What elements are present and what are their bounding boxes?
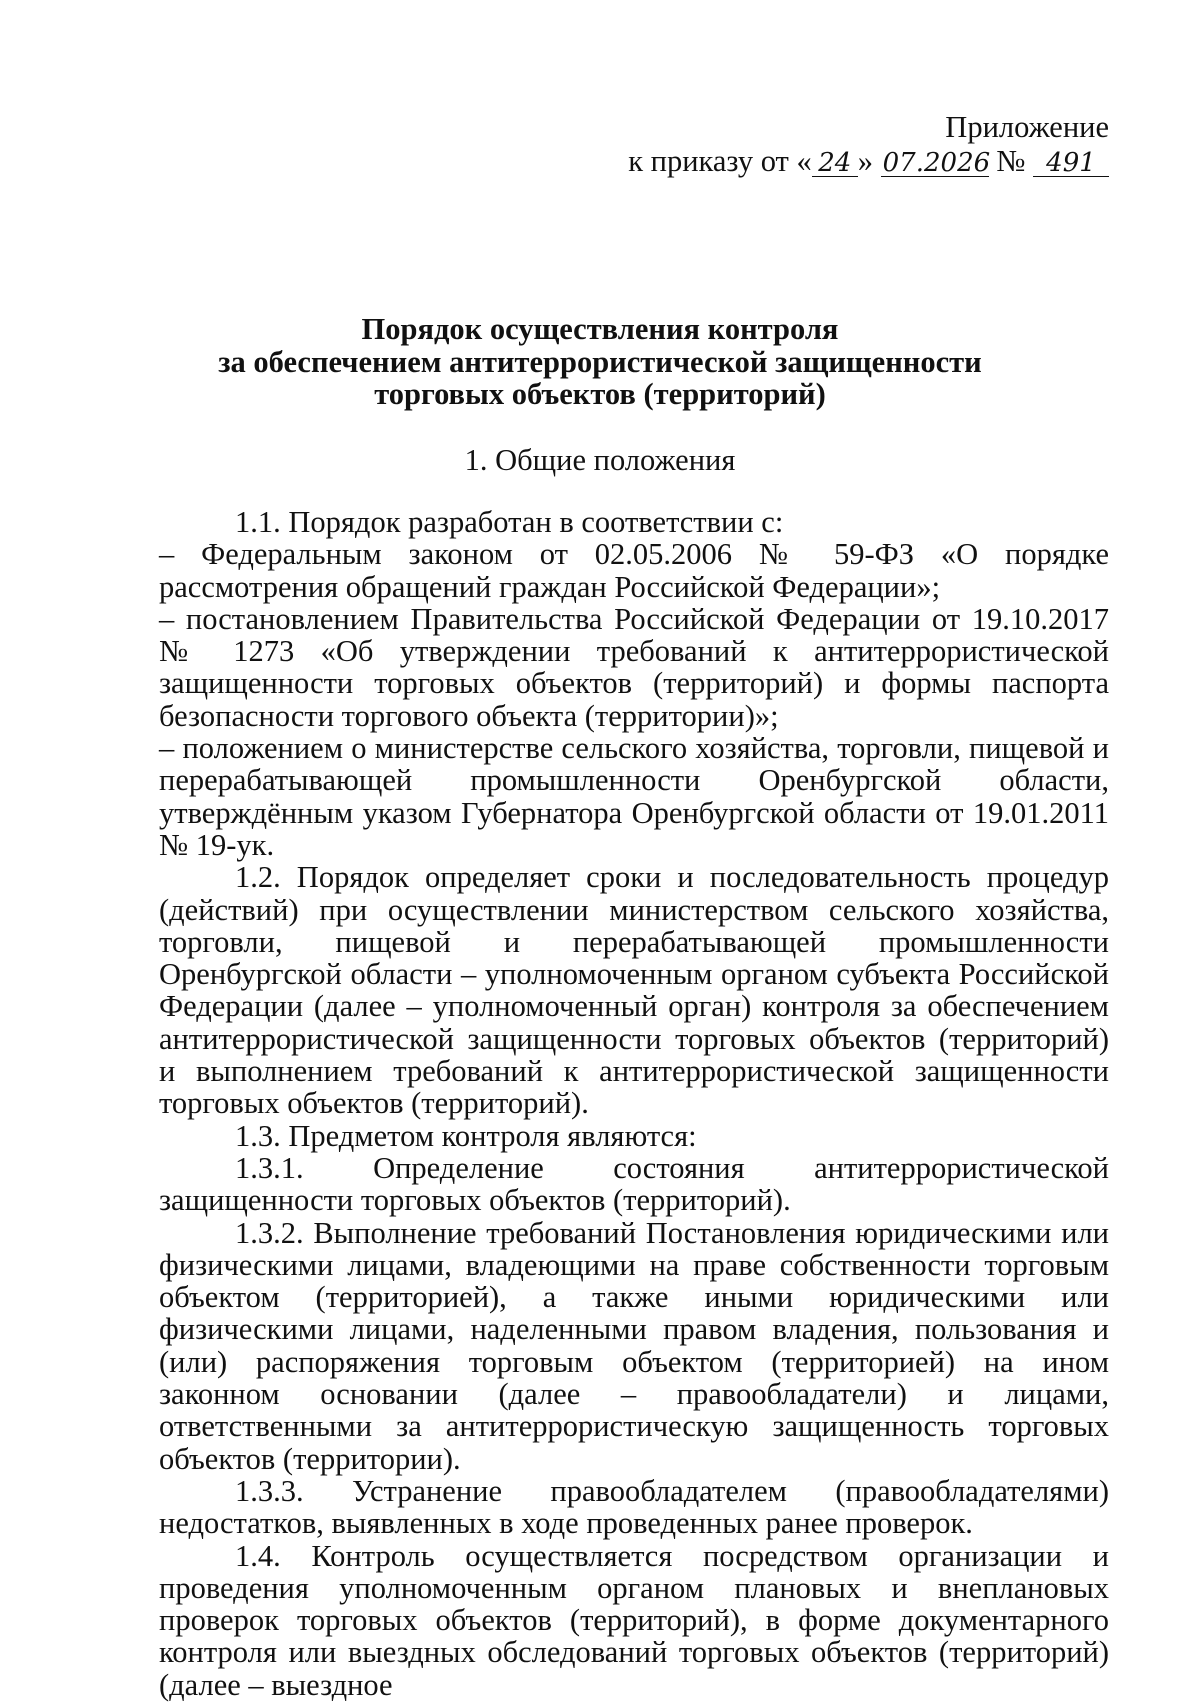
annex-title: Приложение [945,110,1109,144]
title-line-1: Порядок осуществления контроля [361,312,839,346]
paragraph-1-3: 1.3. Предметом контроля являются: [235,1118,697,1153]
section-heading: 1. Общие положения [464,443,736,477]
annex-order-line [628,144,1109,178]
list-item-ministry-regulation: – положением о министерстве сельского хозяйства, торговли, пищевой и перерабатывающей промышленности Оренбургской области, утверждённым указом Губернатора Оренбургской области от 19.01.2011 № 19-ук. [159,731,1109,862]
paragraph-1-3-2: 1.3.2. Выполнение требований Постановления юридическими или физическими лицами, владеющими на праве собственности торговым объектом (территорией), а также иными юридическими или физическими лицами, наделенными правом владения, пользования и (или) распоряжения торговым объектом (территорией) на ином законном основании (далее – правообладатели) и лицами, ответственными за антитеррористическую защищенность торговых объектов (территории). [159,1215,1109,1476]
document-title [0,313,1200,411]
list-item-government-decree: – постановлением Правительства Российской Федерации от 19.10.2017 № 1273 «Об утверждении требований к антитеррористической защищенности торговых объектов (территорий) и формы паспорта безопасности торгового объекта (территории)»; [159,601,1109,733]
annex-middle: » [857,144,881,178]
paragraph-1-2: 1.2. Порядок определяет сроки и последовательность процедур (действий) при осуществлении министерством сельского хозяйства, торговли, пищевой и перерабатывающей промышленности Оренбургской области – уполномоченным органом субъекта Российской Федерации (далее – уполномоченный орган) контроля за обеспечением антитеррористической защищенности торговых объектов (территорий) и выполнением требований к антитеррористической защищенности торговых объектов (территорий). [159,860,1109,1121]
document-body [159,506,1109,1701]
paragraph-1-3-3: 1.3.3. Устранение правообладателем (правообладателями) недостатков, выявленных в ходе проведенных ранее проверок. [159,1473,1109,1541]
paragraph-1-4: 1.4. Контроль осуществляется посредством организации и проведения уполномоченным органом плановых и внеплановых проверок торговых объектов (территорий), в форме документарного контроля или выездных обследований торговых объектов (территорий) (далее – выездное [159,1538,1109,1702]
handwritten-number: 491 [1033,150,1109,177]
title-line-2: за обеспечением антитеррористической защищенности [218,344,982,379]
title-line-3: торговых объектов (территорий) [374,377,826,411]
paragraph-1-3-1: 1.3.1. Определение состояния антитеррористической защищенности торговых объектов (территорий). [159,1150,1109,1218]
annex-header [628,110,1109,178]
handwritten-date: 07.2026 [882,148,991,178]
handwritten-day: 24 [812,150,858,177]
paragraph-1-1: 1.1. Порядок разработан в соответствии с: [235,505,784,539]
annex-prefix: к приказу от « [628,144,812,178]
list-item-federal-law: – Федеральным законом от 02.05.2006 № 59-ФЗ «О порядке рассмотрения обращений граждан Российской Федерации»; [159,537,1109,604]
number-label: № [988,144,1033,178]
